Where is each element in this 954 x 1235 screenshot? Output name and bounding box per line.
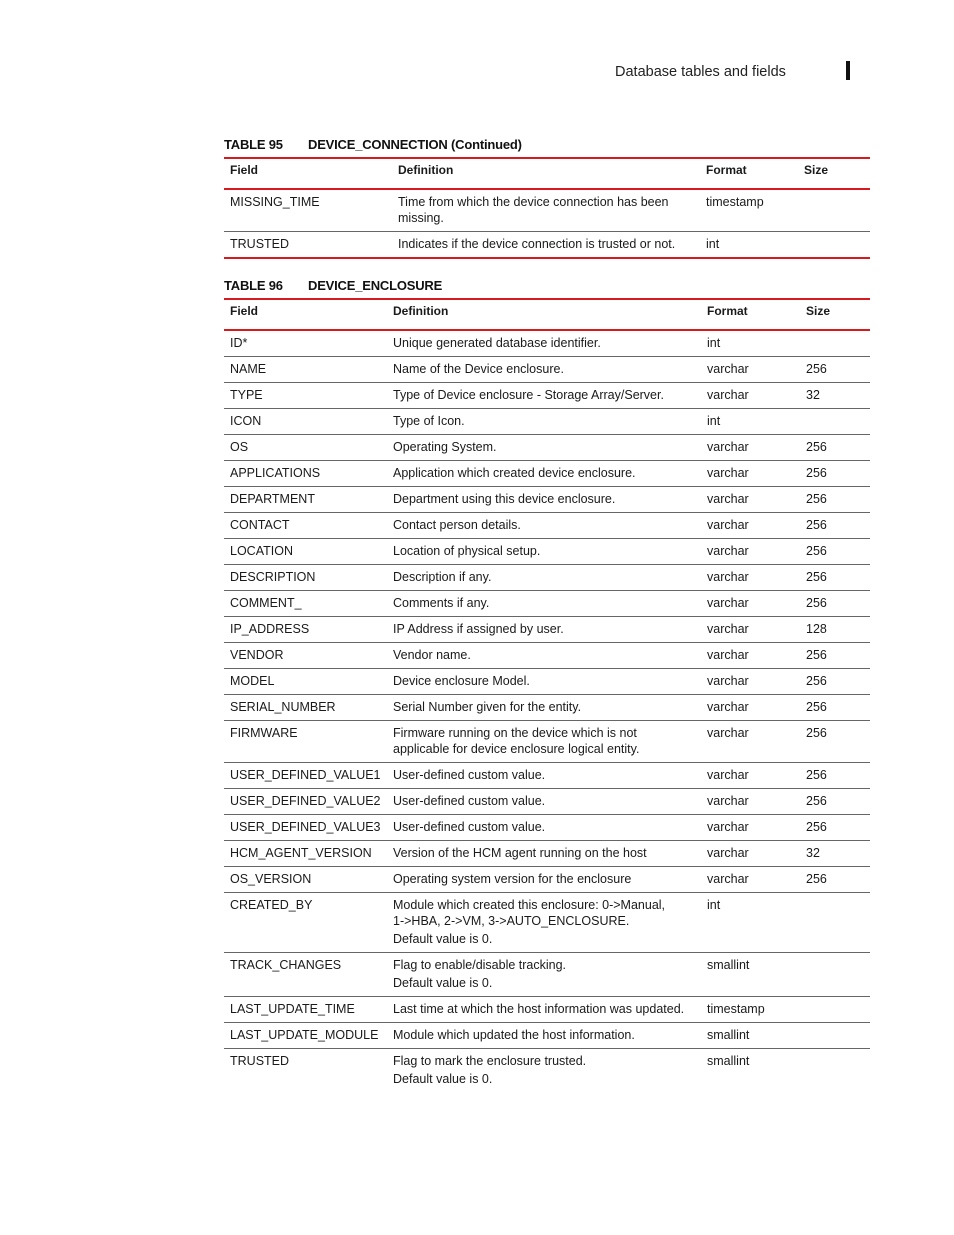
- table-95-header-row: [224, 158, 870, 189]
- header-bar-marker: [846, 61, 850, 80]
- cell-format: varchar: [707, 388, 749, 402]
- cell-field: MISSING_TIME: [230, 195, 320, 209]
- cell-field: APPLICATIONS: [230, 466, 321, 480]
- definition-line: Device enclosure Model.: [393, 674, 530, 688]
- cell-definition: [387, 330, 701, 357]
- cell-definition: [387, 565, 701, 591]
- definition-line: Serial Number given for the entity.: [393, 700, 582, 714]
- definition-line: Version of the HCM agent running on the host: [393, 846, 647, 860]
- table-row: [224, 841, 870, 867]
- definition-line: Indicates if the device connection is trusted or not.: [398, 237, 676, 251]
- cell-definition: [392, 189, 700, 232]
- cell-size: [800, 330, 870, 357]
- cell-definition: [387, 435, 701, 461]
- cell-field: TRUSTED: [230, 1054, 290, 1068]
- definition-line: Type of Device enclosure - Storage Array/Server.: [393, 388, 664, 402]
- cell-field: ICON: [230, 414, 262, 428]
- table-row: [224, 815, 870, 841]
- cell-format: varchar: [707, 596, 749, 610]
- column-header-definition: Definition: [393, 304, 449, 318]
- definition-line: Application which created device enclosure.: [393, 466, 636, 480]
- definition-line: missing.: [398, 211, 444, 225]
- cell-size: [798, 232, 870, 259]
- cell-format: int: [707, 414, 721, 428]
- table-row: [224, 1023, 870, 1049]
- definition-line: IP Address if assigned by user.: [393, 622, 564, 636]
- cell-definition: [387, 409, 701, 435]
- cell-format: int: [707, 898, 721, 912]
- column-header-format: Format: [707, 304, 748, 318]
- table-95: [224, 157, 870, 259]
- cell-size: 32: [806, 388, 820, 402]
- definition-line: Contact person details.: [393, 518, 521, 532]
- cell-definition: [387, 815, 701, 841]
- definition-line: Last time at which the host information was updated.: [393, 1002, 685, 1016]
- cell-definition: [387, 867, 701, 893]
- definition-line: Module which created this enclosure: 0->Manual,: [393, 898, 666, 912]
- table-row: [224, 763, 870, 789]
- table-95-caption: [224, 137, 522, 152]
- definition-line: User-defined custom value.: [393, 794, 546, 808]
- column-header-format: Format: [706, 163, 747, 177]
- table-96-name: DEVICE_ENCLOSURE: [308, 278, 443, 293]
- cell-field: DEPARTMENT: [230, 492, 315, 506]
- cell-field: CREATED_BY: [230, 898, 313, 912]
- cell-format: varchar: [707, 768, 749, 782]
- table-96: [224, 298, 870, 1092]
- cell-format: varchar: [707, 492, 749, 506]
- cell-format: varchar: [707, 518, 749, 532]
- cell-format: varchar: [707, 846, 749, 860]
- table-row: [224, 721, 870, 763]
- cell-format: varchar: [707, 726, 749, 740]
- definition-line: Type of Icon.: [393, 414, 465, 428]
- cell-field: MODEL: [230, 674, 275, 688]
- cell-size: 256: [806, 570, 827, 584]
- cell-field: VENDOR: [230, 648, 284, 662]
- cell-size: 256: [806, 544, 827, 558]
- cell-field: OS_VERSION: [230, 872, 312, 886]
- cell-format: int: [707, 336, 721, 350]
- definition-line: Default value is 0.: [393, 932, 493, 946]
- cell-field: SERIAL_NUMBER: [230, 700, 336, 714]
- cell-size: 256: [806, 492, 827, 506]
- cell-size: 256: [806, 466, 827, 480]
- definition-line: applicable for device enclosure logical entity.: [393, 742, 640, 756]
- cell-definition: [387, 841, 701, 867]
- table-row: [224, 189, 870, 232]
- definition-line: Flag to enable/disable tracking.: [393, 958, 567, 972]
- cell-definition: [387, 643, 701, 669]
- column-header-size: Size: [804, 163, 829, 177]
- cell-format: varchar: [707, 466, 749, 480]
- cell-field: TYPE: [230, 388, 263, 402]
- table-row: [224, 330, 870, 357]
- definition-line: Unique generated database identifier.: [393, 336, 601, 350]
- column-header-field: Field: [230, 163, 259, 177]
- table-row: [224, 591, 870, 617]
- table-96-caption: [224, 278, 442, 293]
- cell-format: varchar: [707, 648, 749, 662]
- definition-line: User-defined custom value.: [393, 768, 546, 782]
- table-row: [224, 643, 870, 669]
- definition-line: Name of the Device enclosure.: [393, 362, 564, 376]
- table-row: [224, 617, 870, 643]
- table-row: [224, 232, 870, 259]
- table-row: [224, 953, 870, 997]
- cell-size: [798, 189, 870, 232]
- cell-field: DESCRIPTION: [230, 570, 316, 584]
- cell-field: FIRMWARE: [230, 726, 298, 740]
- cell-definition: [387, 617, 701, 643]
- definition-line: Operating System.: [393, 440, 497, 454]
- definition-line: Description if any.: [393, 570, 492, 584]
- definition-line: Department using this device enclosure.: [393, 492, 616, 506]
- definition-line: 1->HBA, 2->VM, 3->AUTO_ENCLOSURE.: [393, 914, 630, 928]
- cell-field: IP_ADDRESS: [230, 622, 310, 636]
- cell-size: [800, 1023, 870, 1049]
- cell-size: 256: [806, 700, 827, 714]
- cell-size: [800, 997, 870, 1023]
- definition-line: Comments if any.: [393, 596, 490, 610]
- cell-size: [800, 409, 870, 435]
- cell-definition: [387, 487, 701, 513]
- definition-line: Flag to mark the enclosure trusted.: [393, 1054, 587, 1068]
- cell-definition: [387, 893, 701, 953]
- cell-field: USER_DEFINED_VALUE3: [230, 820, 381, 834]
- cell-format: timestamp: [706, 195, 764, 209]
- cell-format: varchar: [707, 570, 749, 584]
- cell-field: ID*: [230, 336, 248, 350]
- cell-size: 128: [806, 622, 827, 636]
- cell-field: TRACK_CHANGES: [230, 958, 342, 972]
- cell-definition: [387, 1049, 701, 1093]
- cell-format: smallint: [707, 958, 750, 972]
- cell-definition: [392, 232, 700, 259]
- cell-size: 256: [806, 768, 827, 782]
- table-95-number: TABLE 95: [224, 137, 283, 152]
- table-row: [224, 487, 870, 513]
- cell-definition: [387, 763, 701, 789]
- running-header-title: Database tables and fields: [615, 64, 786, 80]
- cell-field: LAST_UPDATE_MODULE: [230, 1028, 379, 1042]
- cell-size: 256: [806, 518, 827, 532]
- cell-field: TRUSTED: [230, 237, 290, 251]
- definition-line: Default value is 0.: [393, 1072, 493, 1086]
- cell-field: CONTACT: [230, 518, 290, 532]
- table-row: [224, 867, 870, 893]
- table-row: [224, 1049, 870, 1093]
- definition-line: Vendor name.: [393, 648, 471, 662]
- table-row: [224, 435, 870, 461]
- definition-line: Location of physical setup.: [393, 544, 541, 558]
- cell-size: [800, 953, 870, 997]
- cell-size: [800, 1049, 870, 1093]
- cell-format: varchar: [707, 622, 749, 636]
- cell-definition: [387, 997, 701, 1023]
- table-row: [224, 695, 870, 721]
- cell-size: 256: [806, 872, 827, 886]
- definition-line: Module which updated the host information.: [393, 1028, 635, 1042]
- cell-size: 256: [806, 648, 827, 662]
- cell-size: 256: [806, 674, 827, 688]
- table-row: [224, 461, 870, 487]
- cell-format: smallint: [707, 1054, 750, 1068]
- column-header-size: Size: [806, 304, 831, 318]
- table-row: [224, 565, 870, 591]
- cell-format: timestamp: [707, 1002, 765, 1016]
- definition-line: Operating system version for the enclosure: [393, 872, 632, 886]
- cell-definition: [387, 953, 701, 997]
- definition-line: User-defined custom value.: [393, 820, 546, 834]
- definition-line: Default value is 0.: [393, 976, 493, 990]
- table-row: [224, 357, 870, 383]
- cell-field: HCM_AGENT_VERSION: [230, 846, 372, 860]
- cell-size: [800, 893, 870, 953]
- cell-format: varchar: [707, 362, 749, 376]
- cell-field: USER_DEFINED_VALUE2: [230, 794, 381, 808]
- cell-definition: [387, 357, 701, 383]
- cell-definition: [387, 539, 701, 565]
- cell-format: varchar: [707, 544, 749, 558]
- cell-definition: [387, 383, 701, 409]
- cell-field: LAST_UPDATE_TIME: [230, 1002, 355, 1016]
- cell-size: 256: [806, 596, 827, 610]
- cell-size: 256: [806, 726, 827, 740]
- cell-format: varchar: [707, 872, 749, 886]
- cell-definition: [387, 513, 701, 539]
- cell-format: smallint: [707, 1028, 750, 1042]
- table-row: [224, 789, 870, 815]
- table-96-number: TABLE 96: [224, 278, 283, 293]
- cell-size: 256: [806, 794, 827, 808]
- cell-field: COMMENT_: [230, 596, 302, 610]
- cell-format: varchar: [707, 440, 749, 454]
- table-row: [224, 409, 870, 435]
- cell-definition: [387, 695, 701, 721]
- cell-definition: [387, 1023, 701, 1049]
- cell-size: 256: [806, 362, 827, 376]
- table-row: [224, 893, 870, 953]
- table-95-name: DEVICE_CONNECTION (Continued): [308, 137, 522, 152]
- cell-definition: [387, 461, 701, 487]
- cell-format: varchar: [707, 674, 749, 688]
- cell-size: 256: [806, 820, 827, 834]
- cell-definition: [387, 591, 701, 617]
- table-row: [224, 669, 870, 695]
- table-row: [224, 383, 870, 409]
- cell-definition: [387, 789, 701, 815]
- cell-definition: [387, 669, 701, 695]
- definition-line: Time from which the device connection has been: [398, 195, 669, 209]
- table-96-header-row: [224, 299, 870, 330]
- table-row: [224, 997, 870, 1023]
- cell-format: varchar: [707, 820, 749, 834]
- table-row: [224, 539, 870, 565]
- table-row: [224, 513, 870, 539]
- cell-field: USER_DEFINED_VALUE1: [230, 768, 381, 782]
- cell-format: int: [706, 237, 720, 251]
- column-header-field: Field: [230, 304, 259, 318]
- definition-line: Firmware running on the device which is not: [393, 726, 637, 740]
- cell-size: 32: [806, 846, 820, 860]
- cell-field: OS: [230, 440, 249, 454]
- cell-size: 256: [806, 440, 827, 454]
- cell-format: varchar: [707, 794, 749, 808]
- cell-field: NAME: [230, 362, 267, 376]
- cell-definition: [387, 721, 701, 763]
- cell-field: LOCATION: [230, 544, 293, 558]
- cell-format: varchar: [707, 700, 749, 714]
- column-header-definition: Definition: [398, 163, 454, 177]
